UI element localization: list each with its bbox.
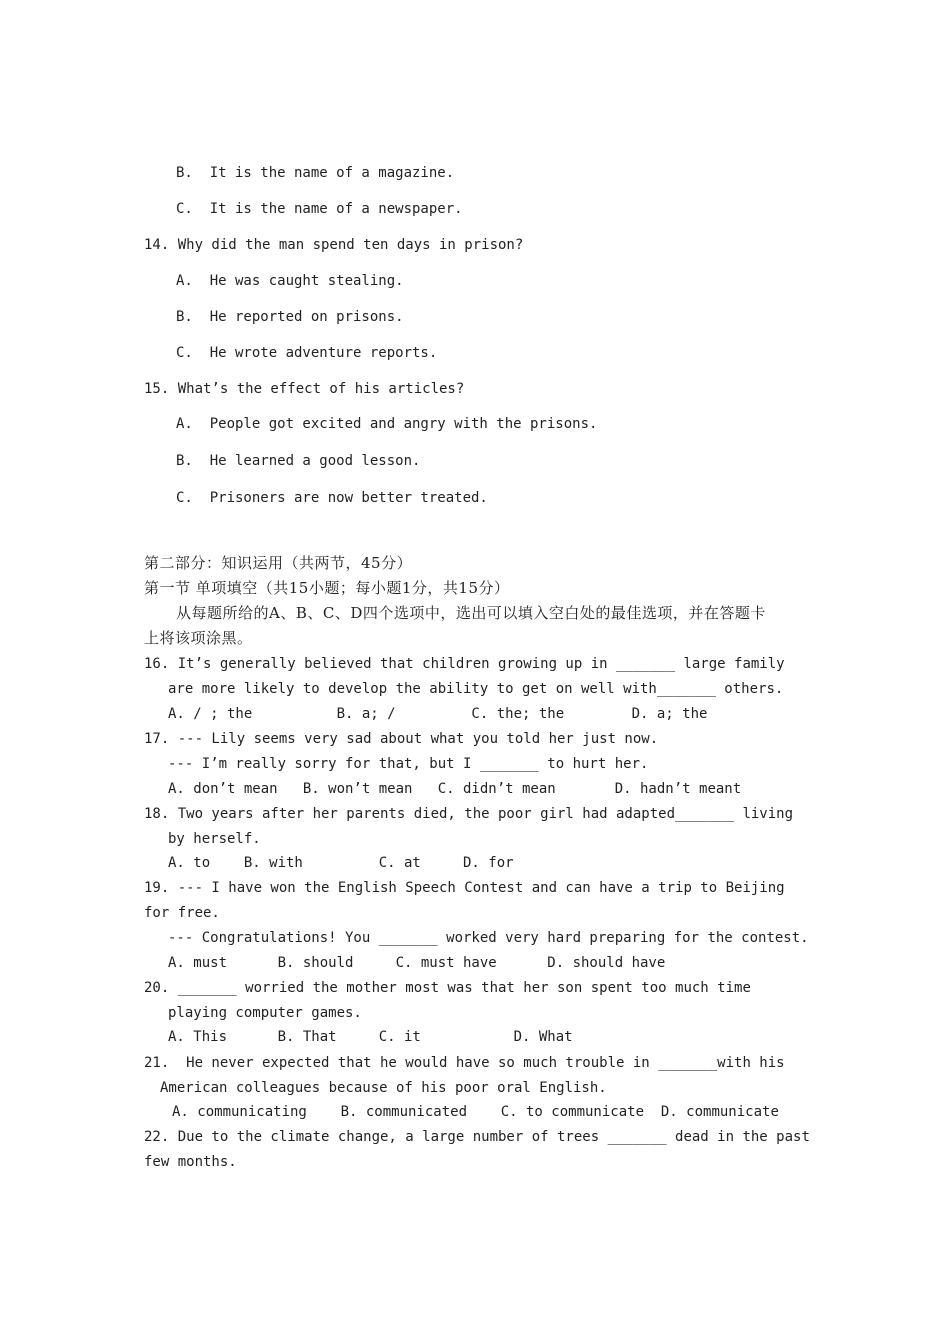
q18-line-1: 18. Two years after her parents died, the poor girl had adapted_______ living: [144, 806, 794, 822]
q14-option-a: A. He was caught stealing.: [176, 273, 404, 289]
q21-line-1: 21. He never expected that he would have so much trouble in _______with his: [144, 1055, 785, 1071]
q18-options: A. to B. with C. at D. for: [168, 855, 514, 871]
q14-stem: 14. Why did the man spend ten days in prison?: [144, 237, 524, 253]
q22-line-2: few months.: [144, 1154, 237, 1170]
q21-options: A. communicating B. communicated C. to communicate D. communicate: [172, 1104, 779, 1120]
q17-line-2: --- I’m really sorry for that, but I _______ to hurt her.: [168, 756, 649, 772]
q15-option-a: A. People got excited and angry with the prisons.: [176, 416, 598, 432]
q17-options: A. don’t mean B. won’t mean C. didn’t mean D. hadn’t meant: [168, 781, 742, 797]
q19-line-3: --- Congratulations! You _______ worked very hard preparing for the contest.: [168, 930, 809, 946]
q20-options: A. This B. That C. it D. What: [168, 1029, 573, 1045]
q13-option-b: B. It is the name of a magazine.: [176, 165, 455, 181]
q22-line-1: 22. Due to the climate change, a large number of trees _______ dead in the past: [144, 1129, 810, 1145]
q14-option-c: C. He wrote adventure reports.: [176, 345, 438, 361]
q19-line-2: for free.: [144, 905, 220, 921]
instruction-line-1: 从每题所给的A、B、C、D四个选项中，选出可以填入空白处的最佳选项，并在答题卡: [176, 604, 766, 622]
q16-options: A. / ; the B. a; / C. the; the D. a; the: [168, 706, 708, 722]
q19-options: A. must B. should C. must have D. should have: [168, 955, 666, 971]
q17-line-1: 17. --- Lily seems very sad about what you told her just now.: [144, 731, 659, 747]
q18-line-2: by herself.: [168, 831, 261, 847]
q21-line-2: American colleagues because of his poor oral English.: [160, 1080, 607, 1096]
q13-option-c: C. It is the name of a newspaper.: [176, 201, 463, 217]
section1-heading: 第一节 单项填空（共15小题；每小题1分，共15分）: [144, 579, 510, 597]
q15-stem: 15. What’s the effect of his articles?: [144, 381, 465, 397]
q14-option-b: B. He reported on prisons.: [176, 309, 404, 325]
q15-option-c: C. Prisoners are now better treated.: [176, 490, 488, 506]
q20-line-2: playing computer games.: [168, 1005, 362, 1021]
part2-heading: 第二部分：知识运用（共两节，45分）: [144, 554, 413, 572]
q16-line-1: 16. It’s generally believed that children growing up in _______ large family: [144, 656, 785, 672]
q20-line-1: 20. _______ worried the mother most was that her son spent too much time: [144, 980, 751, 996]
q16-line-2: are more likely to develop the ability to get on well with_______ others.: [168, 681, 784, 697]
instruction-line-2: 上将该项涂黑。: [144, 629, 253, 647]
q19-line-1: 19. --- I have won the English Speech Contest and can have a trip to Beijing: [144, 880, 785, 896]
q15-option-b: B. He learned a good lesson.: [176, 453, 421, 469]
